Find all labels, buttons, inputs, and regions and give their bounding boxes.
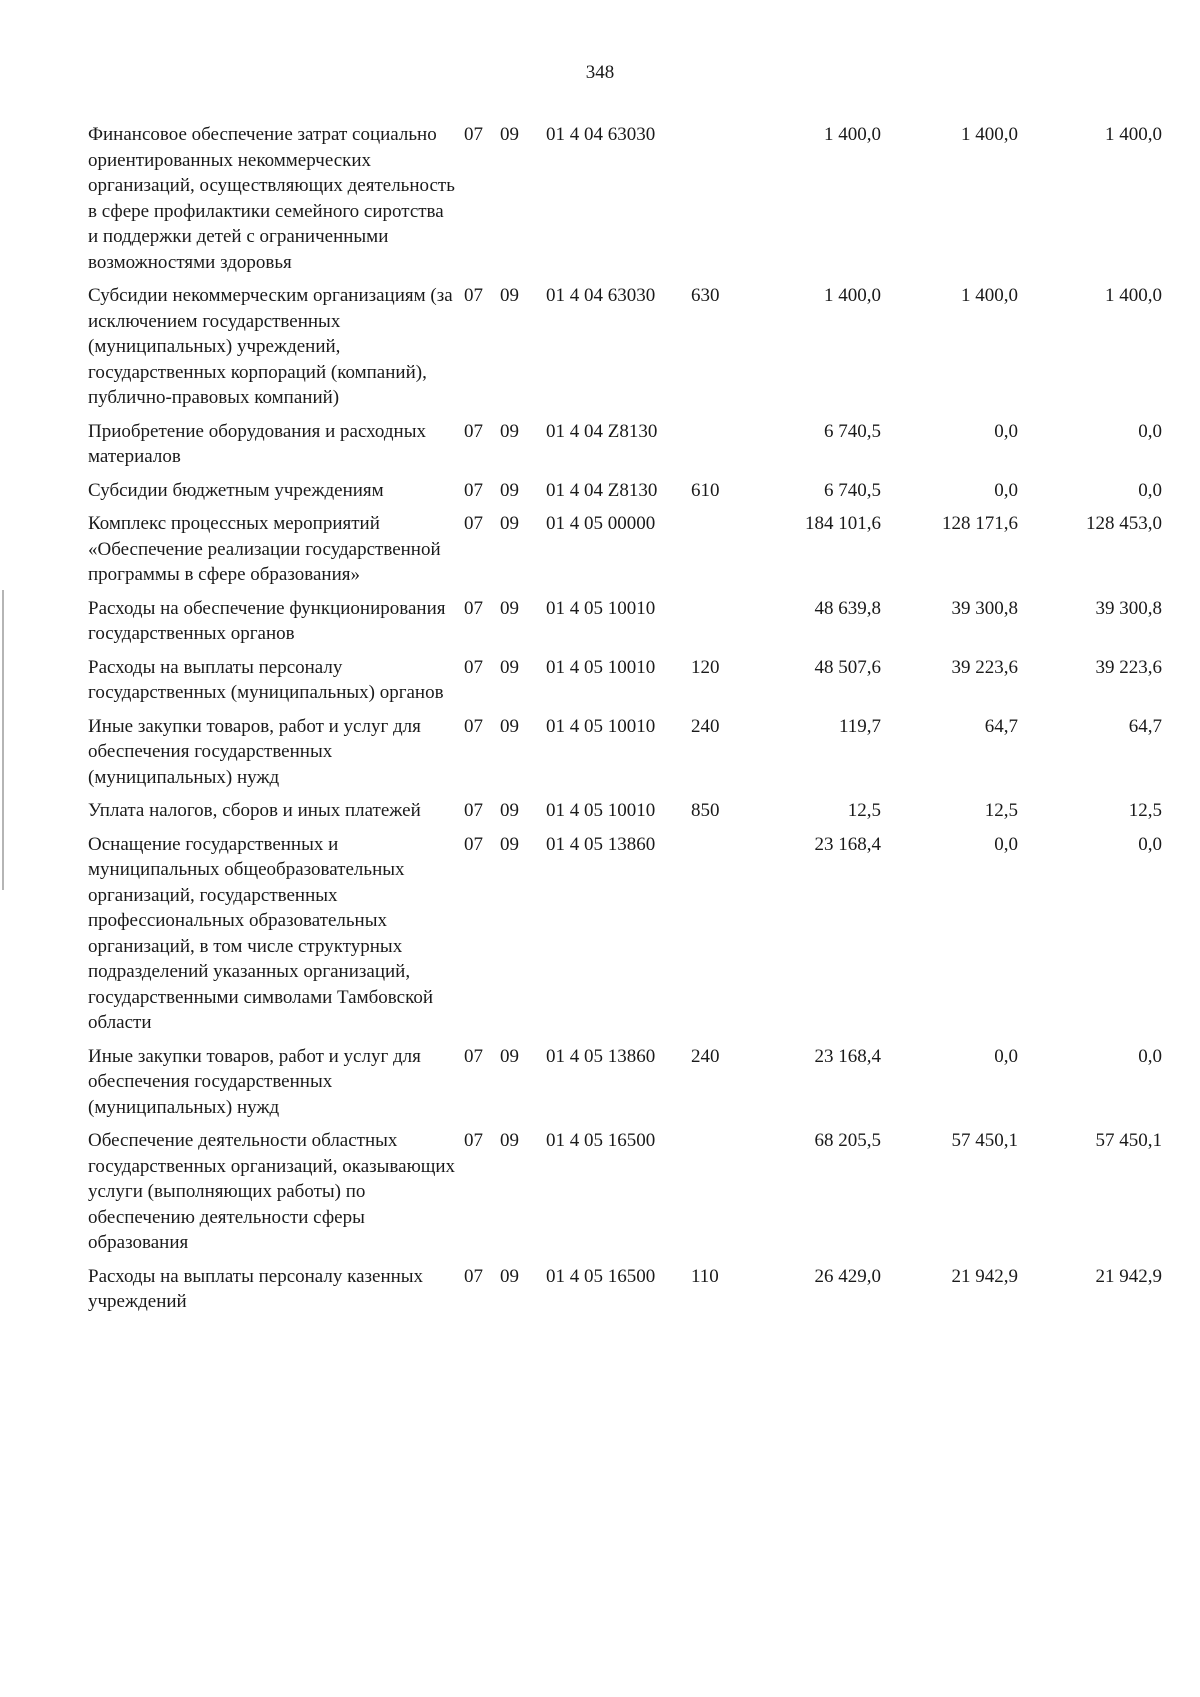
row-amount-year1: 1 400,0: [824, 124, 881, 145]
row-name: Иные закупки товаров, работ и услуг для обеспечения государственных (муниципальных) нужд: [88, 715, 421, 788]
row-name: Приобретение оборудования и расходных материалов: [88, 420, 426, 467]
row-expense-type: 110: [691, 1265, 719, 1287]
row-amount-year1: 119,7: [838, 715, 881, 737]
table-row: [88, 122, 1178, 275]
row-amount-year2: 57 450,1: [951, 1130, 1018, 1151]
row-amount-year3: 128 453,0: [1086, 513, 1162, 534]
row-subsection: 09: [500, 597, 519, 619]
table-row: [88, 511, 1178, 588]
table-row: [88, 714, 1178, 791]
row-amount-year1: 26 429,0: [814, 1265, 881, 1287]
row-target-article: 01 4 05 16500: [546, 1130, 656, 1151]
row-name: Комплекс процессных мероприятий «Обеспечение реализации государственной программы в сфере образования»: [88, 513, 441, 585]
table-row: [88, 798, 1178, 824]
row-amount-year3: 39 223,6: [1095, 656, 1162, 678]
row-amount-year2: 0,0: [994, 1045, 1018, 1067]
row-amount-year2: 1 400,0: [961, 124, 1018, 145]
row-section: 07: [464, 1045, 483, 1067]
row-name: Иные закупки товаров, работ и услуг для обеспечения государственных (муниципальных) нужд: [88, 1045, 421, 1118]
row-amount-year3: 1 400,0: [1105, 124, 1162, 145]
row-amount-year3: 64,7: [1128, 715, 1162, 737]
row-amount-year1: 48 507,6: [814, 656, 881, 678]
row-target-article: 01 4 04 Z8130: [546, 420, 658, 442]
row-section: 07: [464, 1265, 483, 1287]
row-section: 07: [464, 715, 483, 737]
row-amount-year1: 12,5: [847, 800, 881, 821]
row-amount-year1: 23 168,4: [814, 1045, 881, 1067]
row-amount-year3: 0,0: [1138, 1045, 1162, 1067]
row-subsection: 09: [500, 1045, 519, 1067]
table-row: [88, 1264, 1178, 1315]
row-subsection: 09: [500, 656, 519, 678]
row-amount-year1: 68 205,5: [814, 1130, 881, 1151]
table-row: [88, 832, 1178, 1036]
row-target-article: 01 4 04 Z8130: [546, 479, 658, 501]
row-subsection: 09: [500, 124, 519, 145]
row-name: Уплата налогов, сборов и иных платежей: [88, 800, 421, 821]
row-expense-type: 610: [691, 479, 720, 501]
row-expense-type: 630: [691, 285, 720, 306]
row-amount-year3: 57 450,1: [1095, 1130, 1162, 1151]
row-section: 07: [464, 833, 483, 855]
row-name: Расходы на выплаты персоналу казенных учреждений: [88, 1265, 424, 1312]
row-target-article: 01 4 05 13860: [546, 1045, 656, 1067]
row-amount-year1: 1 400,0: [824, 285, 881, 306]
row-subsection: 09: [500, 1130, 519, 1151]
row-section: 07: [464, 800, 483, 821]
row-target-article: 01 4 05 00000: [546, 513, 656, 534]
row-amount-year1: 6 740,5: [824, 420, 881, 442]
row-target-article: 01 4 05 10010: [546, 800, 656, 821]
table-row: [88, 655, 1178, 706]
row-subsection: 09: [500, 513, 519, 534]
row-target-article: 01 4 04 63030: [546, 285, 656, 306]
row-subsection: 09: [500, 285, 519, 306]
row-amount-year3: 0,0: [1138, 479, 1162, 501]
row-amount-year2: 64,7: [984, 715, 1018, 737]
row-expense-type: 240: [691, 1045, 720, 1067]
row-target-article: 01 4 05 16500: [546, 1265, 656, 1287]
row-amount-year3: 39 300,8: [1095, 597, 1162, 619]
row-amount-year2: 1 400,0: [961, 285, 1018, 306]
row-amount-year3: 21 942,9: [1095, 1265, 1162, 1287]
row-amount-year2: 21 942,9: [951, 1265, 1018, 1287]
row-amount-year3: 0,0: [1138, 420, 1162, 442]
row-expense-type: 120: [691, 656, 720, 678]
row-target-article: 01 4 04 63030: [546, 124, 656, 145]
row-name: Расходы на обеспечение функционирования государственных органов: [88, 597, 446, 644]
row-amount-year1: 23 168,4: [814, 833, 881, 855]
row-amount-year2: 0,0: [994, 479, 1018, 501]
row-amount-year1: 184 101,6: [805, 513, 881, 534]
row-amount-year3: 1 400,0: [1105, 285, 1162, 306]
scan-margin-mark: [2, 590, 4, 890]
row-section: 07: [464, 124, 483, 145]
row-name: Финансовое обеспечение затрат социально ориентированных некоммерческих организаций, осуществляющих деятельность в сфере профилактики семейного сиротства и поддержки детей с ограниченными возможностями здоровья: [88, 124, 455, 273]
row-name: Расходы на выплаты персоналу государственных (муниципальных) органов: [88, 656, 444, 703]
budget-table: [88, 122, 1178, 1323]
page-number: 348: [585, 62, 615, 83]
row-amount-year3: 12,5: [1128, 800, 1162, 821]
table-row: [88, 1044, 1178, 1121]
row-amount-year3: 0,0: [1138, 833, 1162, 855]
row-section: 07: [464, 479, 483, 501]
row-section: 07: [464, 656, 483, 678]
row-target-article: 01 4 05 13860: [546, 833, 656, 855]
row-name: Оснащение государственных и муниципальных общеобразовательных организаций, государственных профессиональных образовательных организаций, в том числе структурных подразделений указанных организаций, государственными символами Тамбовской области: [88, 833, 434, 1033]
row-subsection: 09: [500, 800, 519, 821]
row-amount-year2: 12,5: [984, 800, 1018, 821]
row-section: 07: [464, 1130, 483, 1151]
row-target-article: 01 4 05 10010: [546, 597, 656, 619]
table-row: [88, 283, 1178, 411]
row-subsection: 09: [500, 420, 519, 442]
row-name: Субсидии некоммерческим организациям (за исключением государственных (муниципальных) учреждений, государственных корпораций (компаний), публично-правовых компаний): [88, 285, 453, 408]
row-amount-year2: 0,0: [994, 833, 1018, 855]
table-row: [88, 1128, 1178, 1256]
row-section: 07: [464, 420, 483, 442]
row-name: Субсидии бюджетным учреждениям: [88, 479, 384, 501]
row-amount-year2: 128 171,6: [942, 513, 1018, 534]
row-subsection: 09: [500, 715, 519, 737]
row-amount-year2: 39 300,8: [951, 597, 1018, 619]
row-expense-type: 240: [691, 715, 720, 737]
row-name: Обеспечение деятельности областных государственных организаций, оказывающих услуги (выполняющих работы) по обеспечению деятельности сферы образования: [88, 1130, 456, 1253]
row-amount-year2: 39 223,6: [951, 656, 1018, 678]
row-expense-type: 850: [691, 800, 720, 821]
table-row: [88, 596, 1178, 647]
row-target-article: 01 4 05 10010: [546, 715, 656, 737]
row-subsection: 09: [500, 833, 519, 855]
row-amount-year1: 6 740,5: [824, 479, 881, 501]
row-subsection: 09: [500, 1265, 519, 1287]
row-subsection: 09: [500, 479, 519, 501]
table-row: [88, 419, 1178, 470]
row-section: 07: [464, 597, 483, 619]
row-amount-year1: 48 639,8: [814, 597, 881, 619]
row-section: 07: [464, 513, 483, 534]
table-row: [88, 478, 1178, 504]
row-section: 07: [464, 285, 483, 306]
row-amount-year2: 0,0: [994, 420, 1018, 442]
row-target-article: 01 4 05 10010: [546, 656, 656, 678]
